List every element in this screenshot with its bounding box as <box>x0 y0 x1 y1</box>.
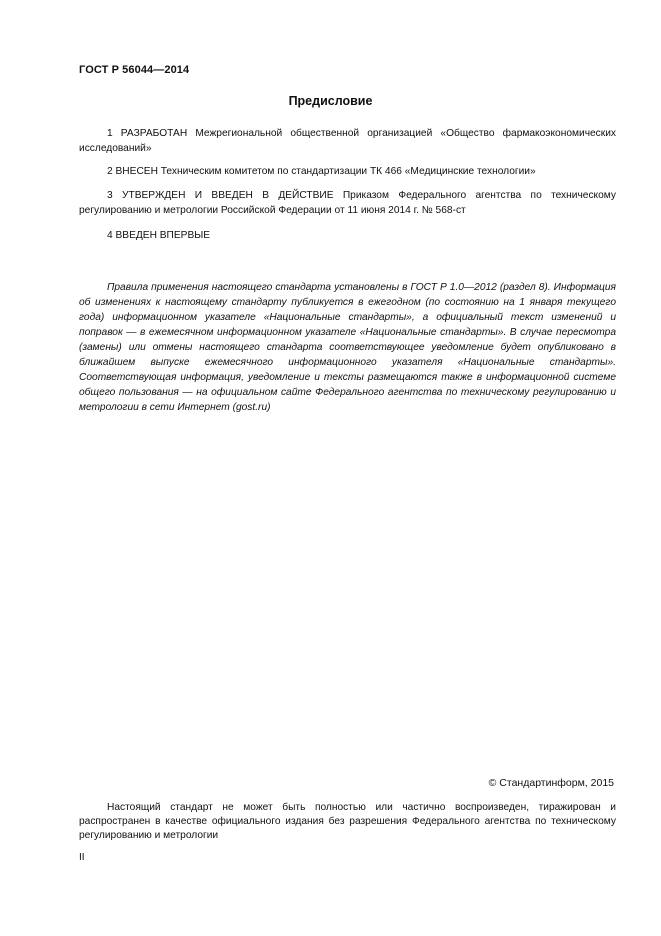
preface-paragraph-2: 2 ВНЕСЕН Техническим комитетом по стандартизации ТК 466 «Медицинские технологии» <box>107 166 536 177</box>
copyright-line: © Стандартинформ, 2015 <box>488 777 614 789</box>
preface-paragraph-4: 4 ВВЕДЕН ВПЕРВЫЕ <box>107 230 211 241</box>
reproduction-notice: Настоящий стандарт не может быть полностью или частично воспроизведен, тиражирован и распространен в качестве официального издания без разрешения Федерального агентства по техническому регулированию и метрологии <box>79 802 616 841</box>
preface-paragraph-3: 3 УТВЕРЖДЕН И ВВЕДЕН В ДЕЙСТВИЕ Приказом Федерального агентства по техническому регулированию и метрологии Российской Федерации от 11 июня 2014 г. № 568-ст <box>79 190 616 216</box>
preface-paragraph-1: 1 РАЗРАБОТАН Межрегиональной общественной организацией «Общество фармакоэкономических исследований» <box>79 128 616 154</box>
page-title: Предисловие <box>288 94 373 108</box>
page-number: II <box>79 852 85 863</box>
application-rules-notice: Правила применения настоящего стандарта установлены в ГОСТ Р 1.0—2012 (раздел 8). Информация об изменениях к настоящему стандарту публикуется в ежегодном (по состоянию на 1 января текущего года) информационном указателе «Национальные стандарты», а официальный текст изменений и поправок — в ежемесячном информационном указателе «Национальные стандарты». В случае пересмотра (замены) или отмены настоящего стандарта соответствующее уведомление будет опубликовано в ближайшем выпуске ежемесячного информационного указателя «Национальные стандарты». Соответствующая информация, уведомление и тексты размещаются также в информационной системе общего пользования — на официальном сайте Федерального агентства по техническому регулированию и метрологии в сети Интернет (gost.ru) <box>79 282 616 413</box>
document-header: ГОСТ Р 56044—2014 <box>79 64 190 76</box>
